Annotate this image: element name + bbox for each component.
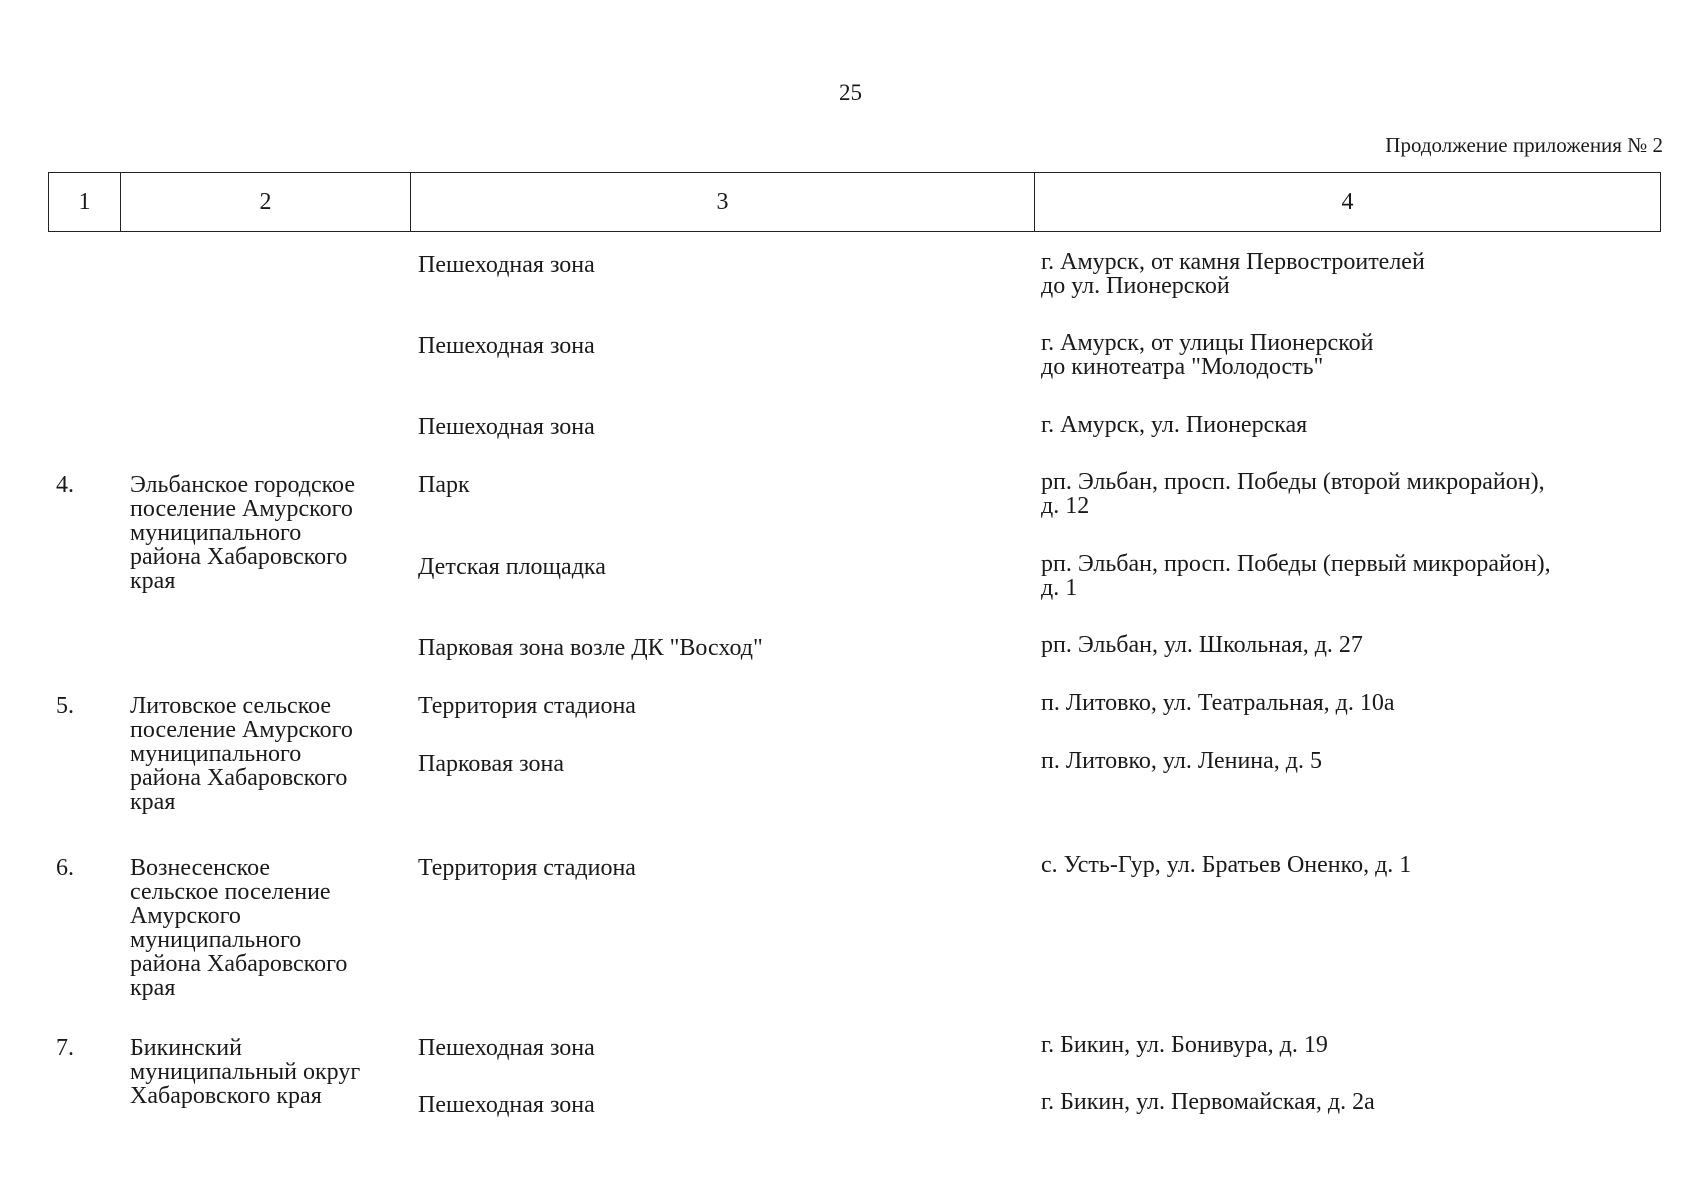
column-header-4: 4	[1035, 173, 1661, 232]
municipality-name: Бикинский муниципальный округ Хабаровского края	[130, 1035, 361, 1109]
facility-address: г. Бикин, ул. Первомайская, д. 2а	[1041, 1089, 1375, 1115]
facility-name: Пешеходная зона	[418, 333, 595, 359]
facility-name: Парковая зона возле ДК "Восход"	[418, 635, 763, 661]
facility-name: Парк	[418, 472, 470, 498]
facility-address: г. Амурск, ул. Пионерская	[1041, 412, 1308, 438]
facility-address: г. Бикин, ул. Бонивура, д. 19	[1041, 1032, 1328, 1058]
facility-name: Пешеходная зона	[418, 1035, 595, 1061]
facility-name: Пешеходная зона	[418, 414, 595, 440]
item-number: 5.	[56, 693, 74, 719]
facility-name: Территория стадиона	[418, 693, 636, 719]
facility-address: г. Амурск, от улицы Пионерской до кинотеатра "Молодость"	[1041, 330, 1374, 380]
facility-address: рп. Эльбан, просп. Победы (второй микрорайон), д. 12	[1041, 469, 1545, 519]
column-header-1: 1	[49, 173, 121, 232]
facility-address: рп. Эльбан, просп. Победы (первый микрорайон), д. 1	[1041, 551, 1551, 601]
item-number: 7.	[56, 1035, 74, 1061]
facility-name: Парковая зона	[418, 751, 564, 777]
item-number: 6.	[56, 855, 74, 881]
appendix-continuation-note: Продолжение приложения № 2	[1385, 133, 1663, 157]
item-number: 4.	[56, 472, 74, 498]
facility-name: Пешеходная зона	[418, 1092, 595, 1118]
column-header-2: 2	[121, 173, 411, 232]
municipality-name: Эльбанское городское поселение Амурского муниципального района Хабаровского края	[130, 472, 355, 594]
facility-name: Пешеходная зона	[418, 252, 595, 278]
facility-address: г. Амурск, от камня Первостроителей до ул. Пионерской	[1041, 249, 1425, 299]
column-header-row	[49, 173, 1661, 232]
facility-address: рп. Эльбан, ул. Школьная, д. 27	[1041, 632, 1363, 658]
facility-name: Детская площадка	[418, 554, 606, 580]
facility-name: Территория стадиона	[418, 855, 636, 881]
facility-address: п. Литовко, ул. Ленина, д. 5	[1041, 748, 1322, 774]
column-header-table	[48, 172, 1661, 232]
column-header-3: 3	[411, 173, 1035, 232]
page-number: 25	[839, 80, 862, 105]
municipality-name: Литовское сельское поселение Амурского муниципального района Хабаровского края	[130, 693, 353, 815]
facility-address: п. Литовко, ул. Театральная, д. 10а	[1041, 690, 1395, 716]
facility-address: с. Усть-Гур, ул. Братьев Оненко, д. 1	[1041, 852, 1412, 878]
municipality-name: Вознесенское сельское поселение Амурского муниципального района Хабаровского края	[130, 855, 348, 1001]
